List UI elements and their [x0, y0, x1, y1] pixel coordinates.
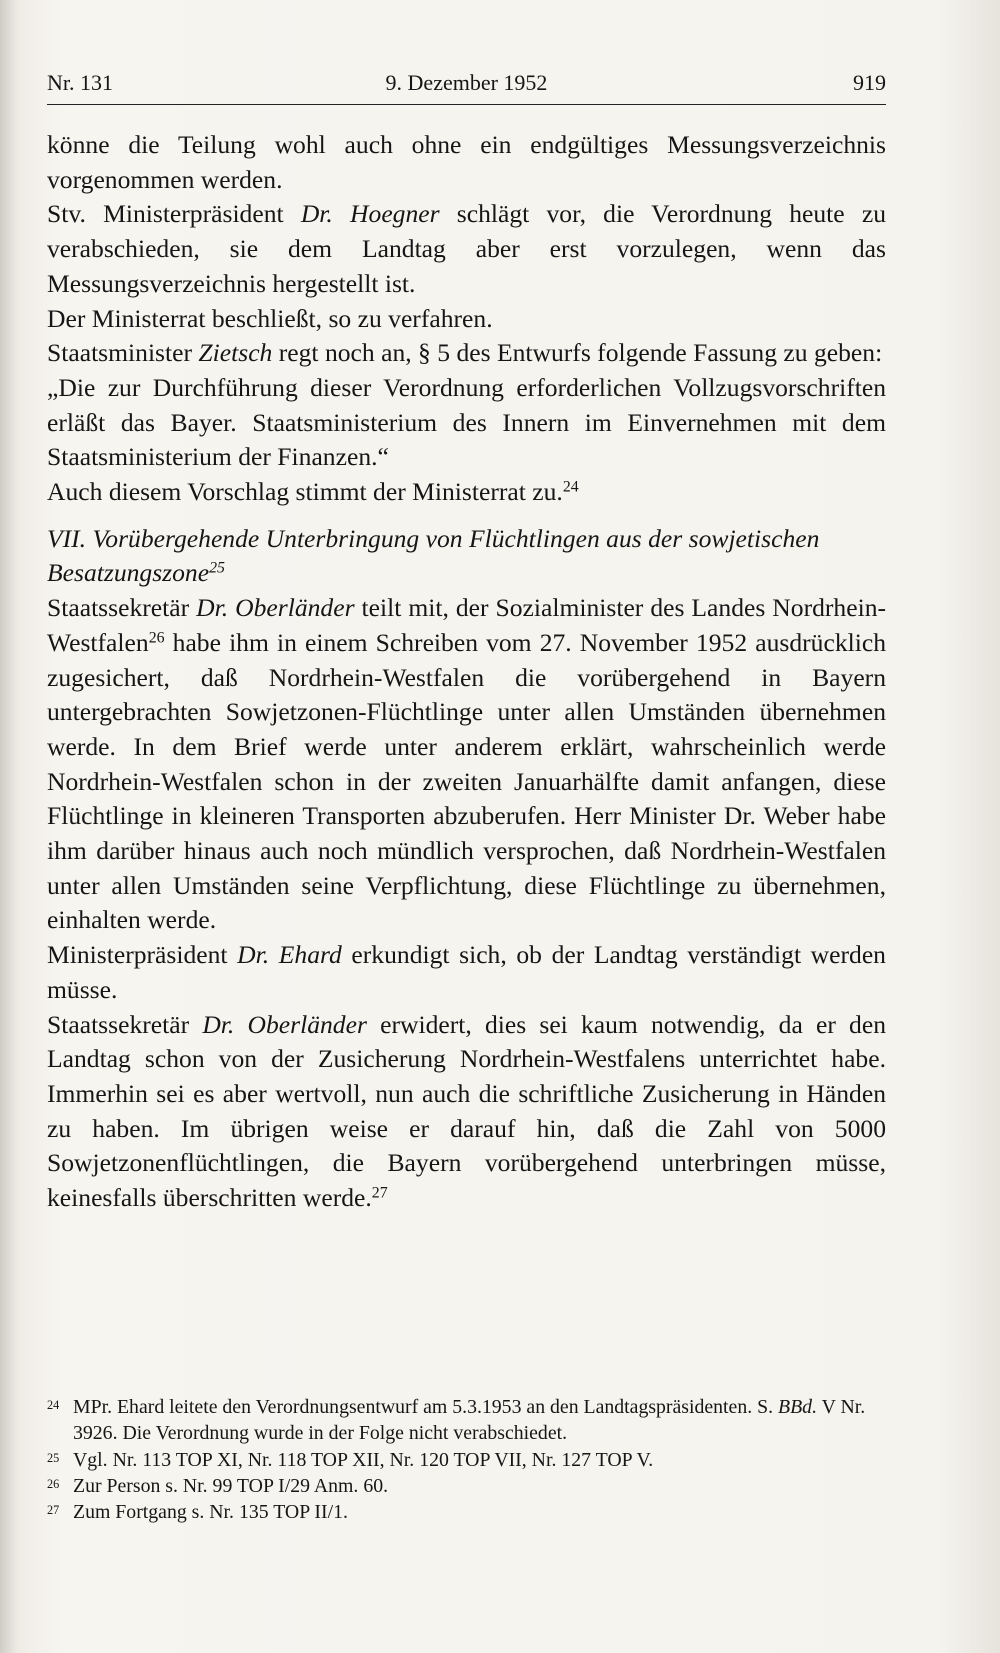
text-run: Ministerpräsident — [47, 940, 238, 970]
paragraph-text: Auch diesem Vorschlag stimmt der Ministerrat zu. — [47, 477, 563, 507]
footnote-number: 24 — [47, 1398, 60, 1412]
footnote-text: Zum Fortgang s. Nr. 135 TOP II/1. — [73, 1501, 348, 1524]
paragraph — [47, 1008, 886, 1216]
text-run: habe ihm in einem Schreiben vom 27. November 1952 ausdrücklich zugesichert, daß Nordrhein-Westfalen die vorübergehend in Bayern untergebrachten Sowjetzonen-Flüchtlinge unter allen Umständen übernehmen werde. In dem Brief werde unter anderem erklärt, wahrscheinlich werde Nordrhein-Westfalen schon in der zweiten Januarhälfte damit anfangen, diese Flüchtlinge in kleineren Transporten abzuberufen. Herr Minister Dr. Weber habe ihm darüber hinaus auch noch mündlich versprochen, daß Nordrhein-Westfalen unter allen Umständen seine Verpflichtung, diese Flüchtlinge zu übernehmen, einhalten werde. — [47, 627, 886, 935]
footnote — [47, 1499, 886, 1525]
paragraph — [47, 336, 886, 371]
footnote-text: Zur Person s. Nr. 99 TOP I/29 Anm. 60. — [73, 1474, 389, 1497]
text-run: schlägt vor, die Verordnung heute zu verabschieden, sie dem Landtag aber erst vorzulegen, wenn das Messungsverzeichnis hergestellt ist. — [47, 199, 886, 298]
speaker-name: Dr. Oberländer — [196, 593, 355, 623]
quoted-paragraph — [47, 371, 886, 475]
text-run: Staatssekretär — [47, 593, 197, 623]
paragraph — [47, 938, 886, 1007]
speaker-name: Dr. Hoegner — [300, 199, 440, 229]
paragraph — [47, 302, 886, 337]
footnote-text: Vgl. Nr. 113 TOP XI, Nr. 118 TOP XII, Nr. 120 TOP VII, Nr. 127 TOP V. — [73, 1448, 654, 1471]
paragraph-text: Der Ministerrat beschließt, so zu verfahren. — [47, 303, 493, 333]
text-run: Staatsminister — [47, 338, 199, 368]
footnote — [47, 1394, 886, 1447]
document-number: Nr. 131 — [47, 70, 113, 95]
paragraph — [47, 591, 886, 938]
footnote-ref: 25 — [209, 559, 225, 577]
paragraph — [47, 475, 886, 510]
footnote — [47, 1473, 886, 1499]
heading-text: VII. Vorübergehende Unterbringung von Flüchtlingen aus der sowjetischen Besatzungszone — [47, 523, 820, 588]
header-rule — [47, 104, 886, 105]
footnote-number: 25 — [47, 1450, 60, 1465]
footnotes — [47, 1394, 886, 1525]
section-heading — [47, 522, 886, 591]
text-run: erkundigt sich, ob der Landtag verständigt werden müsse. — [47, 940, 886, 1004]
page-number: 919 — [853, 70, 886, 95]
footnote-number: 26 — [47, 1476, 60, 1491]
paragraph — [47, 197, 886, 301]
footnote-ref: 27 — [371, 1184, 388, 1202]
footnote — [47, 1447, 886, 1473]
footnote-number: 27 — [47, 1503, 60, 1518]
speaker-name: Dr. Ehard — [237, 940, 342, 970]
paragraph-text: könne die Teilung wohl auch ohne ein endgültiges Messungsverzeichnis vorgenommen werden. — [47, 130, 886, 194]
footnote-ref: 24 — [562, 478, 579, 496]
page-header — [47, 70, 886, 104]
text-run: teilt mit, der Sozialminister des Landes Nordrhein-Westfalen — [47, 593, 887, 657]
footnote-text: V Nr. 3926. Die Verordnung wurde in der Folge nicht verabschiedet. — [73, 1396, 866, 1445]
footnote-source: BBd. — [778, 1396, 818, 1418]
text-run: erwidert, dies sei kaum notwendig, da er den Landtag schon von der Zusicherung Nordrhein-Westfalens unterrichtet habe. Immerhin sei es aber wertvoll, nun auch die schriftliche Zusicherung in Händen zu haben. Im übrigen weise er darauf hin, daß die Zahl von 5000 Sowjetzonenflüchtlingen, die Bayern vorübergehend unterbringen müsse, keinesfalls überschritten werde. — [47, 1009, 886, 1213]
paragraph-text: „Die zur Durchführung dieser Verordnung erforderlichen Vollzugsvorschriften erläßt das Bayer. Staatsministerium des Innern im Einvernehmen mit dem Staatsministerium der Finanzen.“ — [47, 372, 886, 472]
header-date: 9. Dezember 1952 — [385, 70, 548, 95]
speaker-name: Dr. Oberländer — [202, 1009, 367, 1039]
text-run: Stv. Ministerpräsident — [47, 199, 301, 229]
footnote-ref: 26 — [148, 629, 165, 647]
body-text — [47, 128, 886, 1216]
footnote-text: MPr. Ehard leitete den Verordnungsentwurf am 5.3.1953 an den Landtagspräsidenten. S. — [73, 1396, 779, 1418]
speaker-name: Zietsch — [198, 338, 273, 368]
text-run: Staatssekretär — [47, 1009, 203, 1039]
paragraph — [47, 128, 886, 197]
text-run: regt noch an, § 5 des Entwurfs folgende Fassung zu geben: — [272, 338, 883, 368]
